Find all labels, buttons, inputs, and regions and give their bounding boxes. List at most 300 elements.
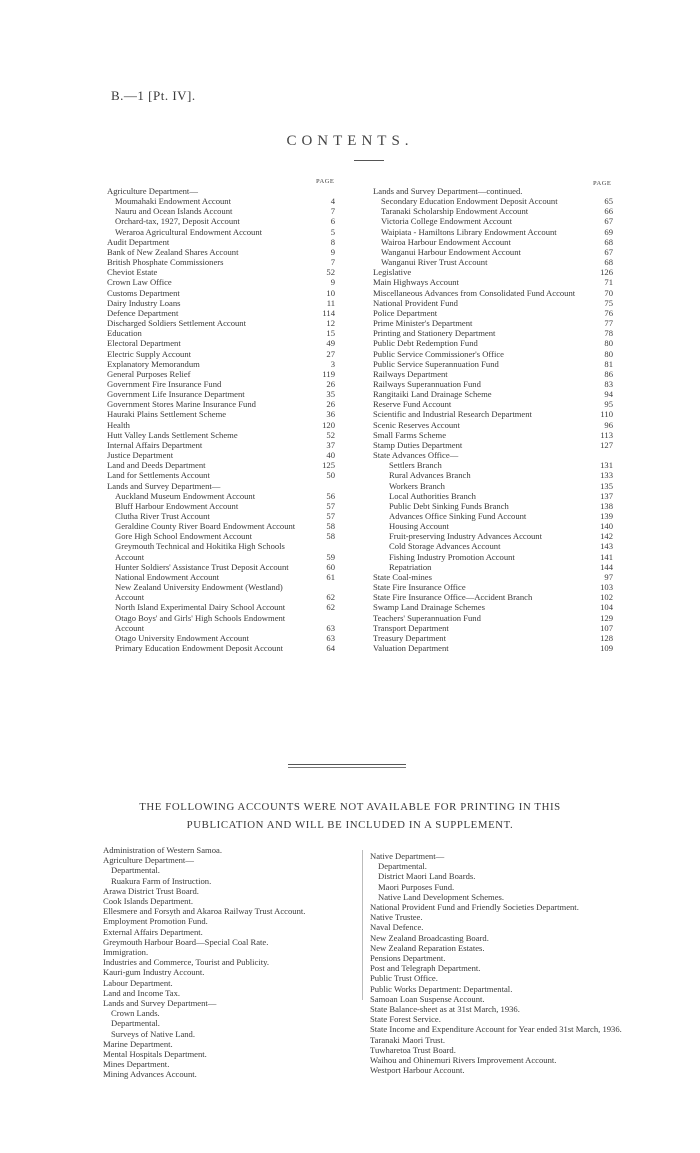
contents-entry <box>107 409 335 419</box>
entry-title: Miscellaneous Advances from Consolidated Fund Account <box>373 287 576 298</box>
entry-title: Health <box>107 419 130 430</box>
entry-page-number: 65 <box>604 196 613 207</box>
supplement-item: Tuwharetoa Trust Board. <box>370 1044 456 1055</box>
column-divider <box>362 850 363 1000</box>
contents-entry <box>107 247 335 257</box>
entry-page-number: 144 <box>600 561 613 572</box>
entry-page-number: 52 <box>326 429 335 440</box>
supplement-item: District Maori Land Boards. <box>378 871 476 882</box>
entry-title: Public Service Commissioner's Office <box>373 348 504 359</box>
contents-entry <box>373 541 613 551</box>
entry-title: Explanatory Memorandum <box>107 358 200 369</box>
contents-entry <box>373 257 613 267</box>
contents-entry <box>373 572 613 582</box>
contents-entry <box>373 430 613 440</box>
contents-entry <box>373 521 613 531</box>
supplement-item: Surveys of Native Land. <box>111 1028 196 1039</box>
entry-page-number: 50 <box>326 470 335 481</box>
supplement-item: Taranaki Maori Trust. <box>370 1034 446 1045</box>
entry-title: Weraroa Agricultural Endowment Account <box>115 226 263 237</box>
contents-entry <box>107 633 335 643</box>
supplement-item: Land and Income Tax. <box>103 987 181 998</box>
entry-page-number: 4 <box>330 196 335 207</box>
entry-title: National Endowment Account <box>115 571 220 582</box>
entry-page-number: 58 <box>326 531 335 542</box>
supplement-item: Post and Telegraph Department. <box>370 963 481 974</box>
contents-entry <box>107 460 335 470</box>
entry-page-number: 102 <box>600 592 613 603</box>
page-title: CONTENTS. <box>286 133 414 149</box>
contents-entry <box>373 440 613 450</box>
entry-page-number: 129 <box>600 612 613 623</box>
entry-title: Public Debt Sinking Funds Branch <box>389 500 509 511</box>
contents-entry <box>107 541 335 561</box>
supplement-item: Departmental. <box>111 1018 160 1029</box>
entry-page-number: 86 <box>604 368 613 379</box>
entry-title: Treasury Department <box>373 632 446 643</box>
entry-page-number: 7 <box>330 206 335 217</box>
supplement-item: Employment Promotion Fund. <box>103 916 208 927</box>
entry-page-number: 119 <box>322 368 335 379</box>
contents-entry <box>107 389 335 399</box>
entry-title: Crown Law Office <box>107 277 172 288</box>
entry-page-number: 27 <box>326 348 335 359</box>
contents-entry <box>373 288 613 298</box>
entry-title: Fishing Industry Promotion Account <box>389 551 515 562</box>
entry-page-number: 68 <box>604 236 613 247</box>
entry-page-number: 61 <box>326 571 335 582</box>
contents-entry <box>373 369 613 379</box>
entry-title: Secondary Education Endowment Deposit Account <box>381 196 558 207</box>
entry-title: Agriculture Department— <box>107 186 198 196</box>
contents-entry <box>373 623 613 633</box>
supplement-item: Ellesmere and Forsyth and Akaroa Railway Trust Account. <box>103 906 306 917</box>
contents-entry <box>373 531 613 541</box>
contents-entry <box>107 359 335 369</box>
entry-page-number: 137 <box>600 490 613 501</box>
supplement-item: State Balance-sheet as at 31st March, 1936. <box>370 1004 520 1015</box>
contents-entry <box>373 450 613 460</box>
contents-entry <box>107 369 335 379</box>
entry-page-number: 35 <box>326 389 335 400</box>
entry-page-number: 104 <box>600 602 613 613</box>
supplement-item: Ruakura Farm of Instruction. <box>111 875 212 886</box>
entry-page-number: 83 <box>604 378 613 389</box>
contents-entry <box>107 227 335 237</box>
entry-page-number: 81 <box>604 358 613 369</box>
entry-title: Taranaki Scholarship Endowment Account <box>381 206 529 217</box>
contents-entry <box>373 237 613 247</box>
contents-entry <box>107 511 335 521</box>
contents-entry <box>373 338 613 348</box>
entry-title: Main Highways Account <box>373 277 459 288</box>
entry-title: Government Fire Insurance Fund <box>107 378 222 389</box>
contents-entry <box>107 420 335 430</box>
contents-left-column <box>107 186 335 653</box>
entry-title: State Advances Office— <box>373 450 459 461</box>
contents-entry <box>373 227 613 237</box>
contents-entry <box>107 318 335 328</box>
entry-title: Land and Deeds Department <box>107 460 206 471</box>
entry-page-number: 9 <box>330 277 335 288</box>
supplement-item: Greymouth Harbour Board—Special Coal Rate. <box>103 936 269 947</box>
entry-title: Rangitaiki Land Drainage Scheme <box>373 389 492 400</box>
contents-entry <box>373 206 613 216</box>
entry-page-number: 58 <box>326 521 335 532</box>
entry-title: Wairoa Harbour Endowment Account <box>381 236 511 247</box>
supplement-item: Administration of Western Samoa. <box>103 845 222 855</box>
entry-page-number: 131 <box>600 460 613 471</box>
entry-page-number: 133 <box>600 470 613 481</box>
entry-title: Scientific and Industrial Research Department <box>373 409 532 420</box>
supplement-item: Native Land Development Schemes. <box>378 891 505 902</box>
contents-entry <box>373 420 613 430</box>
entry-title: Swamp Land Drainage Schemes <box>373 602 485 613</box>
contents-entry <box>107 379 335 389</box>
supplement-item: External Affairs Department. <box>103 926 203 937</box>
contents-entry <box>107 206 335 216</box>
entry-page-number: 37 <box>326 439 335 450</box>
entry-page-number: 64 <box>326 643 335 654</box>
entry-title: National Provident Fund <box>373 297 458 308</box>
entry-page-number: 63 <box>326 632 335 643</box>
contents-entry <box>373 409 613 419</box>
supplement-item: Public Works Department: Departmental. <box>370 983 513 994</box>
contents-entry <box>107 613 335 633</box>
entry-title: Geraldine County River Board Endowment Account <box>115 521 296 532</box>
title-divider <box>354 160 384 161</box>
entry-title: Hunter Soldiers' Assistance Trust Deposit Account <box>115 561 289 572</box>
entry-title: Customs Department <box>107 287 180 298</box>
entry-title: Bluff Harbour Endowment Account <box>115 500 239 511</box>
entry-title: Railways Superannuation Fund <box>373 378 481 389</box>
supplement-right-list <box>370 851 645 1075</box>
entry-title: Gore High School Endowment Account <box>115 531 253 542</box>
contents-entry <box>107 582 335 602</box>
contents-entry <box>373 481 613 491</box>
entry-page-number: 80 <box>604 348 613 359</box>
entry-page-number: 69 <box>604 226 613 237</box>
contents-entry <box>373 491 613 501</box>
entry-title: Wanganui River Trust Account <box>381 257 488 268</box>
entry-title: Rural Advances Branch <box>389 470 471 481</box>
page-column-label-left: PAGE <box>316 178 335 185</box>
contents-entry <box>373 511 613 521</box>
contents-entry <box>373 308 613 318</box>
entry-title: Public Debt Redemption Fund <box>373 338 478 349</box>
contents-entry <box>107 308 335 318</box>
entry-title: Fruit-preserving Industry Advances Account <box>389 531 542 542</box>
entry-title: Otago University Endowment Account <box>115 632 249 643</box>
contents-entry <box>107 257 335 267</box>
entry-page-number: 57 <box>326 511 335 521</box>
entry-title: Government Stores Marine Insurance Fund <box>107 399 256 410</box>
contents-entry <box>373 267 613 277</box>
entry-page-number: 62 <box>326 592 335 603</box>
entry-title: Electoral Department <box>107 338 181 349</box>
contents-entry <box>373 460 613 470</box>
entry-page-number: 40 <box>326 450 335 461</box>
entry-page-number: 12 <box>326 318 335 329</box>
contents-entry <box>373 196 613 206</box>
entry-title: Local Authorities Branch <box>389 490 476 501</box>
contents-entry <box>107 216 335 226</box>
contents-entry <box>107 328 335 338</box>
entry-page-number: 26 <box>326 399 335 410</box>
entry-title: North Island Experimental Dairy School Account <box>115 602 286 613</box>
entry-title: Orchard-tax, 1927, Deposit Account <box>115 216 240 227</box>
entry-page-number: 15 <box>326 328 335 339</box>
contents-entry <box>107 288 335 298</box>
supplement-item: National Provident Fund and Friendly Societies Department. <box>370 902 579 913</box>
supplement-item: Pensions Department. <box>370 953 446 964</box>
supplement-item: New Zealand Reparation Estates. <box>370 942 485 953</box>
entry-title: Otago Boys' and Girls' High Schools Endowment Account <box>115 612 286 633</box>
entry-title: Defence Department <box>107 307 179 318</box>
entry-title: State Fire Insurance Office <box>373 582 466 593</box>
supplement-item: State Forest Service. <box>370 1014 441 1025</box>
supplement-item: Public Trust Office. <box>370 973 438 984</box>
contents-entry <box>373 562 613 572</box>
entry-page-number: 5 <box>330 226 335 237</box>
entry-title: Nauru and Ocean Islands Account <box>115 206 233 217</box>
page-column-label-right: PAGE <box>593 180 612 187</box>
contents-entry <box>107 186 335 196</box>
contents-entry <box>373 633 613 643</box>
contents-entry <box>107 562 335 572</box>
contents-entry <box>373 379 613 389</box>
supplement-item: Maori Purposes Fund. <box>378 881 455 892</box>
contents-entry <box>107 481 335 491</box>
entry-title: Stamp Duties Department <box>373 439 463 450</box>
contents-entry <box>373 277 613 287</box>
entry-page-number: 60 <box>326 561 335 572</box>
entry-title: Small Farms Scheme <box>373 429 447 440</box>
contents-entry <box>107 338 335 348</box>
entry-page-number: 26 <box>326 378 335 389</box>
contents-entry <box>107 572 335 582</box>
entry-title: Lands and Survey Department—continued. <box>373 186 523 196</box>
supplement-item: Labour Department. <box>103 977 173 988</box>
contents-entry <box>107 196 335 206</box>
contents-entry <box>373 643 613 653</box>
entry-title: Printing and Stationery Department <box>373 328 496 339</box>
contents-entry <box>107 267 335 277</box>
entry-title: Workers Branch <box>389 480 445 491</box>
entry-page-number: 36 <box>326 409 335 420</box>
entry-title: Land for Settlements Account <box>107 470 210 481</box>
entry-page-number: 97 <box>604 571 613 582</box>
entry-title: Auckland Museum Endowment Account <box>115 490 256 501</box>
contents-entry <box>107 298 335 308</box>
contents-entry <box>373 470 613 480</box>
entry-title: Teachers' Superannuation Fund <box>373 612 481 623</box>
entry-title: State Fire Insurance Office—Accident Branch <box>373 592 533 603</box>
entry-title: State Coal-mines <box>373 571 432 582</box>
contents-entry <box>373 399 613 409</box>
supplement-item: Mines Department. <box>103 1059 170 1070</box>
supplement-item: Naval Defence. <box>370 922 424 933</box>
contents-entry <box>373 359 613 369</box>
supplement-item: Kauri-gum Industry Account. <box>103 967 205 978</box>
entry-page-number: 57 <box>326 500 335 511</box>
supplement-item: Marine Department. <box>103 1038 173 1049</box>
contents-entry <box>107 470 335 480</box>
entry-page-number: 63 <box>326 622 335 633</box>
supplement-notice: THE FOLLOWING ACCOUNTS WERE NOT AVAILABLE FOR PRINTING IN THIS PUBLICATION AND WILL BE INCLUDED IN A SUPPLEMENT. <box>139 801 561 831</box>
supplement-item: Departmental. <box>111 865 160 876</box>
supplement-item: Samoan Loan Suspense Account. <box>370 993 485 1004</box>
entry-page-number: 125 <box>322 460 335 471</box>
contents-entry <box>107 450 335 460</box>
entry-page-number: 9 <box>330 246 335 257</box>
entry-title: Hauraki Plains Settlement Scheme <box>107 409 227 420</box>
entry-title: Legislative <box>373 267 412 278</box>
contents-entry <box>373 349 613 359</box>
contents-entry <box>373 186 613 196</box>
entry-page-number: 110 <box>600 409 613 420</box>
entry-page-number: 78 <box>604 328 613 339</box>
contents-entry <box>107 237 335 247</box>
entry-title: Advances Office Sinking Fund Account <box>389 511 527 521</box>
entry-page-number: 76 <box>604 307 613 318</box>
entry-title: Audit Department <box>107 236 170 247</box>
entry-title: Reserve Fund Account <box>373 399 452 410</box>
supplement-item: State Income and Expenditure Account for Year ended 31st March, 1936. <box>370 1024 622 1035</box>
contents-right-column <box>373 186 613 653</box>
entry-page-number: 107 <box>600 622 613 633</box>
section-divider <box>288 764 406 765</box>
contents-entry <box>373 389 613 399</box>
entry-page-number: 68 <box>604 257 613 268</box>
section-divider-thin <box>288 767 406 768</box>
entry-title: Justice Department <box>107 450 174 461</box>
entry-page-number: 67 <box>604 216 613 227</box>
contents-entry <box>373 318 613 328</box>
entry-page-number: 120 <box>322 419 335 430</box>
entry-page-number: 10 <box>326 287 335 298</box>
entry-title: Transport Department <box>373 622 449 633</box>
entry-page-number: 140 <box>600 521 613 532</box>
entry-title: Government Life Insurance Department <box>107 389 245 400</box>
supplement-item: Westport Harbour Account. <box>370 1065 465 1076</box>
supplement-item: Agriculture Department— <box>103 855 194 866</box>
entry-page-number: 103 <box>600 582 613 593</box>
entry-page-number: 8 <box>330 236 335 247</box>
entry-page-number: 128 <box>600 632 613 643</box>
supplement-item: Mental Hospitals Department. <box>103 1049 207 1060</box>
entry-page-number: 113 <box>600 429 613 440</box>
entry-page-number: 49 <box>326 338 335 349</box>
contents-entry <box>373 298 613 308</box>
entry-page-number: 6 <box>330 216 335 227</box>
contents-entry <box>107 349 335 359</box>
entry-page-number: 80 <box>604 338 613 349</box>
entry-page-number: 143 <box>600 541 613 552</box>
entry-page-number: 141 <box>600 551 613 562</box>
entry-title: British Phosphate Commissioners <box>107 257 224 268</box>
supplement-item: Crown Lands. <box>111 1008 160 1019</box>
contents-entry <box>373 247 613 257</box>
contents-entry <box>107 521 335 531</box>
supplement-item: Departmental. <box>378 861 427 872</box>
entry-page-number: 56 <box>326 490 335 501</box>
entry-page-number: 75 <box>604 297 613 308</box>
entry-page-number: 127 <box>600 439 613 450</box>
entry-page-number: 94 <box>604 389 613 400</box>
contents-entry <box>107 531 335 541</box>
contents-entry <box>107 491 335 501</box>
entry-page-number: 11 <box>326 297 335 308</box>
contents-entry <box>373 328 613 338</box>
entry-title: Prime Minister's Department <box>373 318 473 329</box>
contents-entry <box>107 430 335 440</box>
entry-title: Hutt Valley Lands Settlement Scheme <box>107 429 238 440</box>
entry-page-number: 62 <box>326 602 335 613</box>
supplement-item: Industries and Commerce, Tourist and Publicity. <box>103 957 269 968</box>
entry-title: General Purposes Relief <box>107 368 191 379</box>
entry-title: Internal Affairs Department <box>107 439 203 450</box>
entry-page-number: 114 <box>322 307 335 318</box>
entry-page-number: 3 <box>330 358 335 369</box>
entry-page-number: 7 <box>330 257 335 268</box>
supplement-item: New Zealand Broadcasting Board. <box>370 932 489 943</box>
contents-entry <box>373 582 613 592</box>
entry-page-number: 142 <box>600 531 613 542</box>
contents-entry <box>373 552 613 562</box>
entry-title: Waipiata - Hamiltons Library Endowment Account <box>381 226 557 237</box>
entry-page-number: 109 <box>600 643 613 654</box>
supplement-item: Mining Advances Account. <box>103 1069 197 1080</box>
supplement-item: Cook Islands Department. <box>103 896 193 907</box>
entry-page-number: 135 <box>600 480 613 491</box>
entry-title: Scenic Reserves Account <box>373 419 460 430</box>
supplement-item: Native Trustee. <box>370 912 423 923</box>
contents-entry <box>107 440 335 450</box>
entry-title: Moumahaki Endowment Account <box>115 196 231 207</box>
entry-page-number: 70 <box>604 287 613 298</box>
entry-page-number: 66 <box>604 206 613 217</box>
contents-entry <box>107 501 335 511</box>
contents-entry <box>107 602 335 612</box>
entry-title: Primary Education Endowment Deposit Account <box>115 643 284 654</box>
entry-page-number: 71 <box>604 277 613 288</box>
contents-entry <box>373 613 613 623</box>
supplement-item: Native Department— <box>370 851 445 861</box>
entry-title: Wanganui Harbour Endowment Account <box>381 246 521 257</box>
supplement-left-list <box>103 845 365 1080</box>
entry-title: Discharged Soldiers Settlement Account <box>107 318 246 329</box>
contents-entry <box>373 592 613 602</box>
entry-title: Dairy Industry Loans <box>107 297 181 308</box>
contents-entry <box>373 216 613 226</box>
entry-title: Repatriation <box>389 561 432 572</box>
entry-page-number: 139 <box>600 511 613 521</box>
supplement-item: Waihou and Ohinemuri Rivers Improvement Account. <box>370 1055 557 1066</box>
entry-page-number: 126 <box>600 267 613 278</box>
contents-entry <box>107 643 335 653</box>
entry-title: Electric Supply Account <box>107 348 192 359</box>
entry-title: Railways Department <box>373 368 448 379</box>
entry-page-number: 95 <box>604 399 613 410</box>
entry-title: Settlers Branch <box>389 460 442 471</box>
entry-title: Lands and Survey Department— <box>107 480 221 491</box>
entry-page-number: 96 <box>604 419 613 430</box>
supplement-item: Lands and Survey Department— <box>103 998 217 1009</box>
entry-title: Clutha River Trust Account <box>115 511 210 521</box>
entry-title: Cold Storage Advances Account <box>389 541 501 552</box>
entry-title: Valuation Department <box>373 643 449 654</box>
